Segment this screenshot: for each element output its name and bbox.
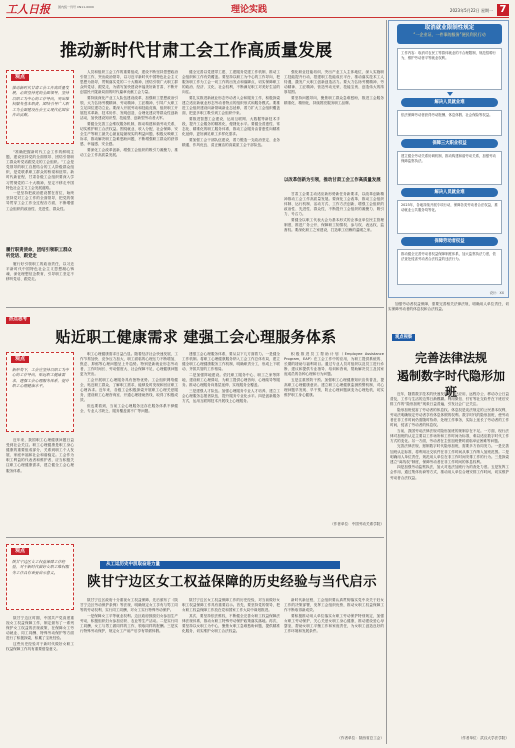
- infographic-box-1: 工作内容：取消对农民工等群体就业的不合理限制，规范招聘行为，维护劳动者平等就业权利。: [397, 48, 502, 90]
- viewpoint-text: 新形势下，工会应坚持以职工为中心的工作导向，贴近职工健康需求，建强工会心理服务体系，提升职工心理健康水平。: [12, 367, 69, 389]
- infographic-pill-4: 保障劳动者权益: [401, 237, 498, 246]
- viewpoint-box-hot: [6, 352, 74, 432]
- viewpoint-text: 陕甘宁边区女工权益保障工作经验，对于新时代做好女职工维权服务工作具有重要启示意义。: [12, 559, 69, 575]
- main-headline: 推动新时代甘肃工会工作高质量发展: [60, 41, 332, 61]
- infographic-panel: [388, 20, 509, 298]
- infographic-pill-2: 保障三大职业权益: [401, 139, 498, 148]
- infographic-box-2: 依法保障劳动者获得劳动报酬、休息休假、社会保险等权益。: [397, 110, 502, 136]
- section-title: 理论实践: [231, 5, 268, 15]
- hot-topic-headline: 贴近职工健康需求 建强工会心理服务体系: [55, 328, 337, 346]
- right-headline-line2: 遏制数字时代隐形加班: [396, 369, 505, 399]
- main-subheading-1: 履行职责使命，团结引领职工群众听党话、跟党走: [6, 248, 72, 259]
- bottom-article-col1: 陕甘宁边区时期，中国共产党高度重视女工权益保障工作，制定颁布了一系列保护女工权益的法规政策，在保障女工劳动就业、同工同酬、特殊劳动保护等方面进行了积极探索，积累了宝贵经验。 这些历史经验对于新时代做好女职工权益保障工作具有重要借鉴意义。: [6, 616, 74, 652]
- main-article-col3: 健全完善以党建带工建、工建服务党建工作机制，推动工会组织和工作有效覆盖。要坚持以职工为中心的工作导向，把服务职工作为工会一切工作的出发点和落脚点，切实保障职工的政治、经济、文化、社会权利，不断满足职工对美好生活的向往。 要扎实推进新就业形态劳动者入会和服务工作，积极探索建立适应新就业形态劳动者特点的组织形式和服务模式。要推进工会组织建设向新领域新业态延伸，着力扩大工会组织覆盖面，把更多职工吸引到工会组织中来。 要推进智慧工会建设，运用互联网、大数据等新技术手段，提升工会服务的精准化、便捷化水平。要健全普惠性、常态化、精准化的职工服务体系，推动工会服务由普惠性向精准化延伸，更好满足职工多样化需求。 要加强工会干部队伍建设，着力锻造一支政治坚定、业务精通、作风优良、清正廉洁的高素质工会干部队伍。: [182, 70, 280, 147]
- infographic-pill-1: 解决人员就业难: [401, 98, 498, 107]
- bottom-article-col3: 陕甘宁边区女工权益保障工作的历史经验，对当前做好女职工权益保障工作具有重要启示。首先，要坚持党的领导，把女职工权益保障工作放在党和国家工作大局中谋划推进。 其次，要坚持依法维权，不断健全完善女职工权益保障法律法规体系，推动女职工特殊劳动保护政策落实落地。再次，要坚持以女职工为中心，聚焦女职工急难愁盼问题，提供精准化服务，切实维护女职工合法权益。: [182, 598, 280, 634]
- infographic-box-3: 建立健全劳动关系协调机制，推动构建和谐劳动关系，加强劳动保障监察执法。: [397, 151, 502, 185]
- hot-article-col3: 建强工会心理服务体系，要从以下几方面着力。一是健全工作机制。将职工心理健康服务纳入工会工作总体布局，建立健全职工心理健康服务工作机制，明确职责分工，形成上下联动、齐抓共管的工作格局。 二是加强阵地建设。依托职工服务中心、职工之家等阵地，建设职工心理驿站，为职工提供心理咨询、心理疏导等服务。推动心理服务向基层延伸，实现服务全覆盖。 三是建强人才队伍。加强心理服务专业人才培养，建立工会心理服务志愿者队伍，提升服务专业化水平。四是创新服务方式，运用互联网技术开展线上心理服务。: [182, 352, 280, 403]
- bottom-article-col2: 陕甘宁边区政府十分重视女工权益保障，先后颁布了《陕甘宁边区劳动保护条例》等法规，明确规定女工享有与男工同等的劳动权利，实行同工同酬，对女工实行特殊劳动保护。 一是保障女工平等就业权利。边区政府鼓励妇女参加生产劳动，积极组织妇女参加纺织、农业等生产活动。二是实行同工同酬，女工与男工做同样的工作，领取同样的报酬。三是实行特殊劳动保护，规定女工产前产后享有带薪休假。: [80, 598, 178, 634]
- bottom-article-footer: （作者单位：陕西省总工会）: [337, 736, 384, 740]
- viewpoint-label: 观点: [11, 356, 29, 363]
- infographic-box-5: 推动健全完善劳动者权益保障制度体系，加大监察执法力度，依法查处侵害劳动者合法权益的违法行为。: [397, 249, 502, 285]
- right-headline-line1: 完善法律法规: [414, 351, 487, 365]
- history-section-bar: 从工运历史中汲取奋进力量: [100, 561, 340, 569]
- right-article-body: 近年，随着数字技术的快速发展和广泛应用，远程办公、移动办公日益普及，工作与生活的边界日渐模糊。利用微信、钉钉等社交软件在下班后安排工作的“隐形加班”现象日益普遍，引发社会广泛关注。 隐形加班侵害了劳动者的休息权。休息权是宪法规定的公民基本权利，劳动法明确规定劳动者享有休息休假的权利。数字时代的隐形加班，使劳动者在非工作时间仍需随时待命、处理工作事务，实际上延长了劳动者的工作时间，侵害了劳动者的休息权。 当前，我国劳动法律法规对隐形加班的规制存在不足。一方面，现行法律对加班的认定主要以工作场所和工作时间为标准，难以适应数字时代工作方式的变化。另一方面，劳动者在主张加班费时面临举证困难等问题。 完善法律法规，遏制数字时代隐形加班，需要多方协同发力。一是完善加班认定标准，将利用社交软件在非工作时间从事工作纳入加班范围。二是明确用人单位责任，规范用人单位在非工作时间安排工作的行为。三是探索建立“离线权”制度，保障劳动者在非工作时间的休息权利。 四是加强劳动监察执法，加大对违法加班行为的查处力度。五是发挥工会作用，通过集体协商等方式，推动用人单位合理安排工作时间，切实维护劳动者合法权益。: [390, 392, 509, 480]
- infographic-credit: 设计：XX: [489, 291, 504, 295]
- infographic-header: [397, 24, 502, 44]
- viewpoint-label: 观点: [11, 548, 29, 555]
- hot-article-col4: 积极推进员工帮助计划（Employee Assistance Program，EAP）在工会工作中的应用，为职工提供系统的、长期的援助与福利项目。通过专业人员对组织以及员工进行诊断、建议和提供专业指导、培训和咨询，帮助解决员工及其家庭成员的各种心理和行为问题。 五是注重预防干预。加强职工心理健康知识宣传普及，提高职工心理健康意识。建立职工心理健康监测预警机制，对心理问题早发现、早干预，防止心理问题演变为心理危机，切实维护职工身心健康。: [284, 352, 384, 398]
- main-article-col4b: 甘肃工会要主动适应新形势新任务新要求，以改革创新精神推动工会工作高质量发展。要深化工会改革，推动工会组织体制、运行机制、活动方式、工作方法创新，增强工会组织的政治性、先进性、群众性，不断提升工会组织的凝聚力、吸引力、号召力。 要健全以职工代表大会为基本形式的企事业单位民主管理制度，推进厂务公开，保障职工知情权、参与权、表达权、监督权。要深化职工之家建设，打造职工信赖的温暖之家。: [284, 192, 384, 233]
- issue-date: 2023年5月22日 星期一: [449, 8, 493, 13]
- infographic-title: 取消就业限制性规定: [424, 25, 475, 31]
- logo-subtext: 国内统一刊号 CN11-0009: [58, 5, 94, 9]
- viewpoint-box-bottom: [6, 544, 74, 610]
- right-intro-text: 加强劳动者权益保障，需要完善相关法律法规，明确用人单位责任，切实保障劳动者的休息权和合法权益。: [388, 302, 509, 312]
- infographic-subtitle: “一企业证，一件事的服务”便民利民行动: [413, 32, 486, 37]
- page-number: 7: [497, 4, 509, 16]
- bottom-headline: 陕甘宁边区女工权益保障的历史经验与当代启示: [87, 574, 377, 590]
- hot-article-col1: 近年来，我国职工心理健康问题日益受到社会关注。职工心理健康是职工身心健康的重要组成部分，关系到职工个人发展、家庭幸福和社会和谐稳定。工会作为职工利益的代表者和维护者，应当积极关注职工心理健康需求，建立健全工会心理服务体系。: [6, 438, 74, 473]
- main-article-col4: 强化职业技能培训，突出产业工人主体地位，深入实施职工技能提升行动，搭建职工技能成长平台，推动落实技术工人待遇，激发广大职工创新创造活力。要大力弘扬劳模精神、劳动精神、工匠精神，营造劳动光荣、技能宝贵、创造伟大的浓厚氛围。 要坚持问题导向，聚焦职工群众急难愁盼，推进工会服务精准化、精细化，持续擦亮服务职工品牌。: [284, 70, 384, 106]
- hot-topic-tag: 热点思考: [6, 317, 30, 324]
- infographic-pill-3: 解决人员就业难: [401, 188, 498, 197]
- section-divider-1: [6, 307, 384, 308]
- main-subheading-3: 以改革创新为引领，推动甘肃工会工作高质量发展: [284, 178, 381, 183]
- arrow-down-icon: [447, 92, 453, 96]
- right-column-tag: 观点视察: [392, 334, 415, 341]
- right-article-footer: （作者单位：武汉大学法学院）: [458, 736, 509, 740]
- viewpoint-text: 推动新时代甘肃工会工作高质量发展，必须坚持党的全面领导，坚持以职工为中心的工作导向，突出维权服务基本职责，团结引导广大职工为全面建设社会主义现代化国家作出贡献。: [12, 85, 69, 118]
- viewpoint-label: 观点: [11, 74, 29, 81]
- main-article-col2: 人员和组织工会工作的重要组成，建设不断坚持思想政治引领工作，突出政治领导，以习近平新时代中国特色社会主义思想为指导，贯彻落实党的二十大精神，团结引领广大职工群众听党话、跟党走，为谱写加快建设幸福美好新甘肃、不断开创富民兴陇新局面的时代篇章贡献工会力量。 要持续深化产业工人队伍建设改革，加强职工思想政治引领，大力弘扬劳模精神、劳动精神、工匠精神，引导广大职工立足岗位建功立业。要深入开展劳动和技能竞赛，组织职工开展技术革新、技术协作、发明创造、合理化建议等群众性创新活动，加快建设知识型、技能型、创新型劳动者大军。 要健全完善工会维权服务机制，推动构建和谐劳动关系，切实维护职工合法权益。围绕就业、收入分配、社会保障、安全生产等职工最关心最直接最现实的利益问题，积极反映职工诉求，推动解决职工急难愁盼问题，不断增强职工群众的获得感、幸福感、安全感。 要深化工会改革创新，增强工会组织的吸引力凝聚力，推动工会工作高质量发展。: [80, 70, 178, 157]
- column-divider-right: [386, 20, 387, 744]
- hot-article-footer: （作者单位：中国劳动关系学院）: [330, 522, 384, 526]
- masthead: [6, 4, 509, 18]
- infographic-box-4: 2023年，各地持续开展专项行动，保障各类劳动者合法权益，推动就业公共服务均等化。: [397, 200, 502, 234]
- main-article-col1: “准确把握新时代工会工作的鲜明主题，建设坚持党的全面领导、团结引领职工群众听党话跟党走的工会组织。”工会是党领导的职工自愿结合的工人阶级群众组织，是党联系职工群众的桥梁和纽带。新时代新征程，甘肃各级工会组织要深入学习贯彻党的二十大精神，坚定不移走中国特色社会主义工会发展道路。 一是坚持把政治建设摆在首位，始终坚持党对工会工作的全面领导，把党的领导贯穿工会工作全过程各方面，不断增强工会组织的政治性、先进性、群众性。: [6, 150, 74, 211]
- section-divider-2: [6, 537, 384, 538]
- viewpoint-box-main: [6, 70, 74, 144]
- bottom-article-col4: 新时代新征程，工会组织要认真贯彻落实党中央关于妇女工作的决策部署，发挥工会组织优势，推动女职工权益保障工作不断取得新成效。 要积极推动用人单位落实女职工劳动保护特别规定，加强女职工劳动保护，关心关爱女职工身心健康，推动建设爱心母婴室，帮助女职工平衡工作和家庭责任，为女职工创造良好的工作环境和发展条件。: [284, 598, 384, 634]
- main-article-col1b: 履行好引领职工的政治责任，以习近平新时代中国特色社会主义思想凝心铸魂，深化理想信念教育，引导职工坚定不移听党话、跟党走。: [6, 262, 74, 282]
- newspaper-logo: 工人日报: [6, 3, 50, 16]
- hot-article-col2: 职工心理健康需求日益凸显。随着经济社会快速发展，工作节奏加快、竞争压力加大，职工面临的心理压力不断增加，焦虑、抑郁等心理问题呈上升趋势。特别是新就业形态劳动者，工作时间长、劳动强度大、社会保障不足，心理健康问题更为突出。 工会开展职工心理服务具有独特优势。工会组织网络健全，贴近职工群众，了解职工需求，能够及时发现和回应职工心理诉求。近年来，各级工会积极探索开展职工心理关爱服务，建设职工心理咨询室、开通心理援助热线，取得了积极成效。 但也要看到，当前工会心理服务还存在服务体系不够健全、专业人才缺乏、服务覆盖面不广等问题。: [80, 352, 178, 414]
